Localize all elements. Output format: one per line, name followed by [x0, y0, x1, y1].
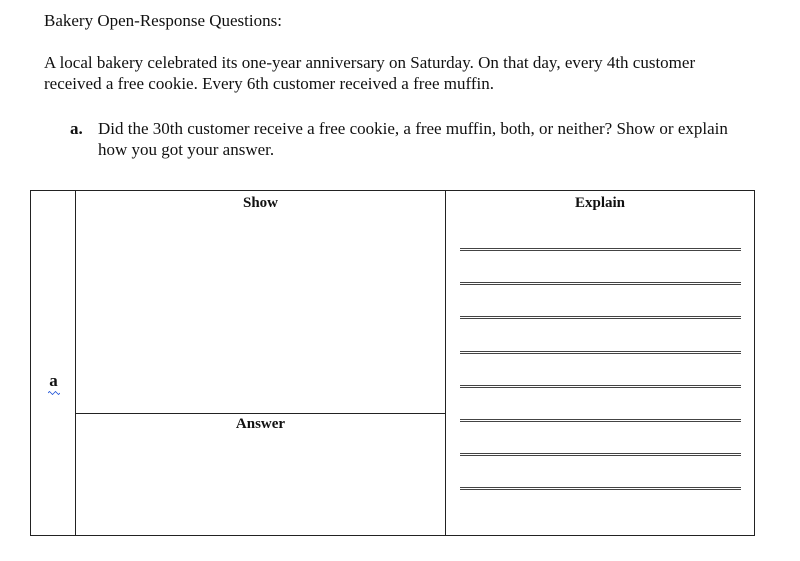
explain-line [460, 248, 741, 251]
explain-column[interactable] [446, 191, 754, 535]
explain-line [460, 419, 741, 422]
answer-area[interactable] [76, 413, 445, 537]
explain-line [460, 351, 741, 354]
explain-label: Explain [574, 195, 626, 211]
response-table [30, 190, 755, 536]
question-label: a. [70, 119, 83, 138]
explain-line [460, 453, 741, 456]
answer-label: Answer [235, 416, 286, 432]
question-a [70, 118, 760, 160]
question-text: Did the 30th customer receive a free cookie, a free muffin, both, or neither? Show or explain how you got your answer. [98, 119, 728, 159]
part-label-column [31, 191, 76, 535]
page-heading: Bakery Open-Response Questions: [44, 11, 282, 30]
explain-line [460, 282, 741, 285]
show-label: Show [242, 195, 279, 211]
explain-line [460, 385, 741, 388]
explain-line [460, 487, 741, 490]
spellcheck-squiggle [48, 391, 60, 395]
part-letter: a [49, 371, 58, 390]
show-area[interactable] [76, 191, 445, 414]
explain-line [460, 316, 741, 319]
intro-paragraph: A local bakery celebrated its one-year anniversary on Saturday. On that day, every 4th customer received a free cookie. Every 6th customer received a free muffin. [44, 53, 696, 93]
show-column [76, 191, 446, 535]
